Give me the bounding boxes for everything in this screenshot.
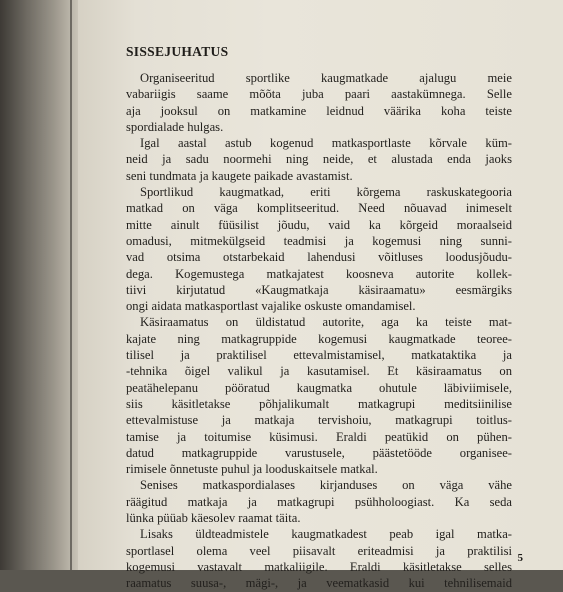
text-line: tilisel ja praktilisel ettevalmistamisel, matkataktika ja xyxy=(126,348,512,363)
book-gutter xyxy=(0,0,78,570)
text-line: Senises matkaspordialases kirjanduses on väga vähe xyxy=(140,478,512,493)
text-line: omadusi, mitmekülgseid teadmisi ja kogemusi ning sunni- xyxy=(126,233,512,248)
text-line: Igal aastal astub kogenud matkasportlaste kõrvale küm- xyxy=(140,136,512,151)
text-line: siis käsitletakse põhjalikumalt matkagrupi meditsiinilise xyxy=(126,396,512,411)
text-line: matkad on väga komplitseeritud. Need nõuavad inimeselt xyxy=(126,201,512,216)
text-line: vad otsima otstarbekaid lahendusi võitluses loodusjõudu- xyxy=(126,250,512,265)
text-line: Sportlikud kaugmatkad, eriti kõrgema raskuskategooria xyxy=(140,185,512,200)
text-line: Lisaks üldteadmistele kaugmatkadest peab igal matka- xyxy=(140,527,512,542)
text-line: peatähelepanu pööratud kaugmatka ohutule läbiviimisele, xyxy=(126,380,512,395)
text-line: räägitud matkaja ja matkagrupi psühholoogiast. Ka seda xyxy=(126,494,512,509)
text-line: dega. Kogemustega matkajatest koosneva autorite kollek- xyxy=(126,266,512,281)
text-line: datud matkagruppide varustusele, päästetööde organisee- xyxy=(126,445,512,460)
text-line: -tehnika õigel valikul ja kasutamisel. Et käsiraamatus on xyxy=(126,364,512,379)
text-line: kajate ning matkagruppide kogemusi kaugmatkade teoree- xyxy=(126,331,512,346)
chapter-heading: SISSEJUHATUS xyxy=(126,44,229,59)
text-line: spordialade hulgas. xyxy=(126,119,224,134)
text-line: lünka püüab käesolev raamat täita. xyxy=(126,511,301,526)
text-line: neid ja sadu noormehi ning neide, et alustada enda jaoks xyxy=(126,152,512,167)
page-number: 5 xyxy=(517,552,523,564)
text-line: kogemusi vastavalt matkaliigile. Eraldi käsitletakse selles xyxy=(126,559,512,574)
gutter-fold-line xyxy=(70,0,72,570)
text-line: mitte ainult füüsilist jõudu, vaid ka kõrgeid moraalseid xyxy=(126,217,512,232)
text-line: ettevalmistuse ja matkaja tervishoiu, matkagrupi toitlus- xyxy=(126,413,512,428)
text-line: seni tundmata ja kaugete paikade avastamist. xyxy=(126,168,353,183)
book-page xyxy=(78,0,563,591)
text-line: aja jooksul on matkamine leidnud väärika koha teiste xyxy=(126,103,512,118)
text-line: vabariigis saame mõõta juba paari aastakümnega. Selle xyxy=(126,87,512,102)
text-line: Käsiraamatus on üldistatud autorite, aga ka teiste mat- xyxy=(140,315,512,330)
text-line: tiivi kirjutatud «Kaugmatkaja käsiraamatu» eesmärgiks xyxy=(126,282,512,297)
text-line: ongi aidata matkasportlast vajalike oskuste omandamisel. xyxy=(126,299,416,314)
text-line: sportlasel olema veel piisavalt eriteadmisi ja praktilisi xyxy=(126,543,512,558)
text-line: raamatus suusa-, mägi-, ja veematkasid kui tehnilisemaid xyxy=(126,576,512,591)
text-line: Organiseeritud sportlike kaugmatkade ajalugu meie xyxy=(140,71,512,85)
text-line: rimisele õnnetuste puhul ja looduskaitsele matkal. xyxy=(126,462,378,477)
text-line: tamise ja toitumise küsimusi. Eraldi peatükid on pühen- xyxy=(126,429,512,444)
body-text xyxy=(126,70,512,592)
